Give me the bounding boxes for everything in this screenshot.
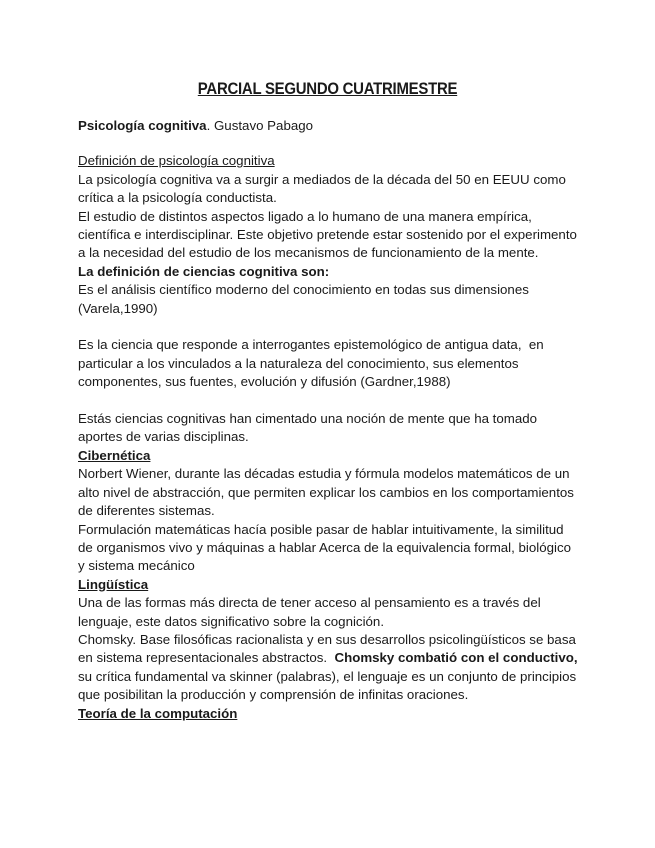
blank-line: [78, 318, 578, 336]
course-name: Psicología cognitiva: [78, 118, 207, 133]
cybernetics-paragraph-2: Formulación matemáticas hacía posible pasar de hablar intuitivamente, la similitud de organismos vivo y máquinas a hablar Acerca de la equivalencia formal, biológico y sistema mecánico: [78, 521, 575, 574]
varela-definition: Es el análisis científico moderno del conocimiento en todas sus dimensiones (Varela,1990): [78, 282, 533, 316]
chomsky-text: Chomsky. Base filosóficas racionalista y en sus desarrollos psicolingüísticos se basa en sistema representacionales abstractos.: [78, 631, 580, 666]
chomsky-text-end: su crítica fundamental va skinner (palabras), el lenguaje es un conjunto de principios que posibilitan la producción y comprensión de infinitas oraciones.: [78, 650, 582, 703]
linguistics-heading: Lingüística: [78, 576, 149, 592]
gardner-definition: Es la ciencia que responde a interrogantes epistemológico de antigua data, en particular a los vinculados a la naturaleza del conocimiento, sus elementos componentes, sus fuentes, evolución y difusión (Gardner,1988): [78, 337, 548, 390]
course-teacher: . Gustavo Pabago: [206, 118, 314, 133]
cognitive-sciences-heading: La definición de ciencias cognitiva son:: [78, 263, 330, 279]
cybernetics-paragraph-1: Norbert Wiener, durante las décadas estudia y fórmula modelos matemáticos de un alto nivel de abstracción, que permiten explicar los cambios en los comportamientos de diferentes sistemas.: [78, 466, 578, 519]
document-title: PARCIAL SEGUNDO CUATRIMESTRE: [197, 79, 458, 98]
computation-heading: Teoría de la computación: [78, 705, 238, 721]
definition-paragraph-1: La psicología cognitiva va a surgir a mediados de la década del 50 en EEUU como crítica a la psicología conductista.: [78, 171, 570, 206]
linguistics-paragraph-1: Una de las formas más directa de tener acceso al pensamiento es a través del lenguaje, este datos significativo sobre la cognición.: [78, 595, 545, 629]
cognitive-sciences-paragraph: Estás ciencias cognitivas han cimentado una noción de mente que ha tomado aportes de varias disciplinas.: [78, 411, 541, 445]
definition-paragraph-2: El estudio de distintos aspectos ligado a lo humano de una manera empírica, científica e interdisciplinar. Este objetivo pretende estar sostenido por el experimento a la necesidad del estudio de los mecanismos de funcionamiento de la mente.: [78, 208, 581, 261]
chomsky-bold-text: Chomsky combatió con el conductivo,: [334, 650, 578, 666]
cybernetics-heading: Cibernética: [78, 447, 151, 463]
document-body: [78, 117, 582, 723]
blank-line: [78, 392, 578, 410]
linguistics-paragraph-2: [78, 631, 582, 705]
course-line: [78, 117, 578, 135]
definition-heading: Definición de psicología cognitiva: [78, 153, 275, 169]
